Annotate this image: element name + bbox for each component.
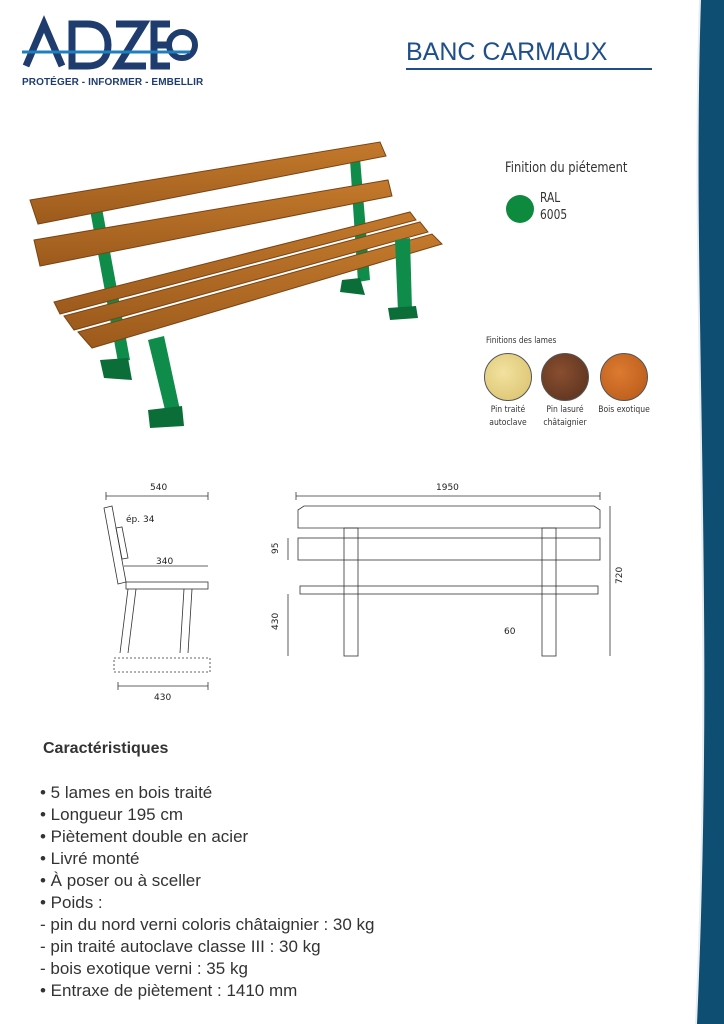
dim-thickness: ép. 34	[126, 515, 155, 525]
list-item: - pin traité autoclave classe III : 30 kg	[40, 937, 321, 956]
list-item: • Poids :	[40, 893, 103, 912]
dim-side-depth: 540	[150, 483, 168, 493]
swatch-label-line: Pin traité	[490, 405, 526, 415]
dim-leg-width: 60	[504, 627, 516, 637]
technical-drawings	[100, 478, 625, 708]
dim-back-height: 95	[271, 542, 281, 554]
swatch-label-bois-exotique	[594, 404, 654, 417]
slat-finish-title: Finitions des lames	[486, 336, 557, 346]
dim-seat-depth: 340	[156, 557, 174, 567]
adzeo-logo	[22, 14, 192, 76]
ral-code-label: RAL	[540, 191, 561, 206]
features-list	[40, 782, 375, 1002]
swatch-bois-exotique	[600, 353, 648, 401]
swatch-label-line: autoclave	[489, 418, 527, 428]
dim-length: 1950	[436, 483, 459, 493]
dim-seat-height: 430	[271, 612, 281, 630]
list-item: - pin du nord verni coloris châtaignier : 30 kg	[40, 915, 375, 934]
swatch-label-line: Pin lasuré	[546, 405, 584, 415]
list-item: • À poser ou à sceller	[40, 871, 201, 890]
features-title: Caractéristiques	[43, 740, 169, 757]
brand-tagline: PROTÉGER - INFORMER - EMBELLIR	[22, 77, 204, 88]
dim-total-height: 720	[615, 566, 625, 584]
list-item: • 5 lames en bois traité	[40, 783, 213, 802]
list-item: • Livré monté	[40, 849, 140, 868]
swatch-label-line: châtaignier	[543, 418, 587, 428]
ral-code-number: 6005	[540, 208, 568, 223]
swatch-pin-traite	[484, 353, 532, 401]
swatch-pin-lasure	[541, 353, 589, 401]
list-item: • Entraxe de piètement : 1410 mm	[40, 981, 298, 1000]
ral-label	[540, 190, 567, 224]
bench-photo	[20, 140, 460, 430]
logo-lettering: ADZEO	[110, 74, 114, 75]
dim-foot-width: 430	[154, 693, 172, 703]
leg-finish-title: Finition du piétement	[505, 160, 628, 176]
ral-color-swatch	[506, 195, 534, 223]
list-item: - bois exotique verni : 35 kg	[40, 959, 248, 978]
swatch-label-pin-traite	[478, 404, 538, 430]
list-item: • Longueur 195 cm	[40, 805, 183, 824]
product-title: BANC CARMAUX	[406, 38, 608, 66]
title-underline	[406, 68, 652, 70]
swatch-label-line: Bois exotique	[598, 405, 650, 415]
list-item: • Piètement double en acier	[40, 827, 249, 846]
swatch-label-pin-lasure	[535, 404, 595, 430]
